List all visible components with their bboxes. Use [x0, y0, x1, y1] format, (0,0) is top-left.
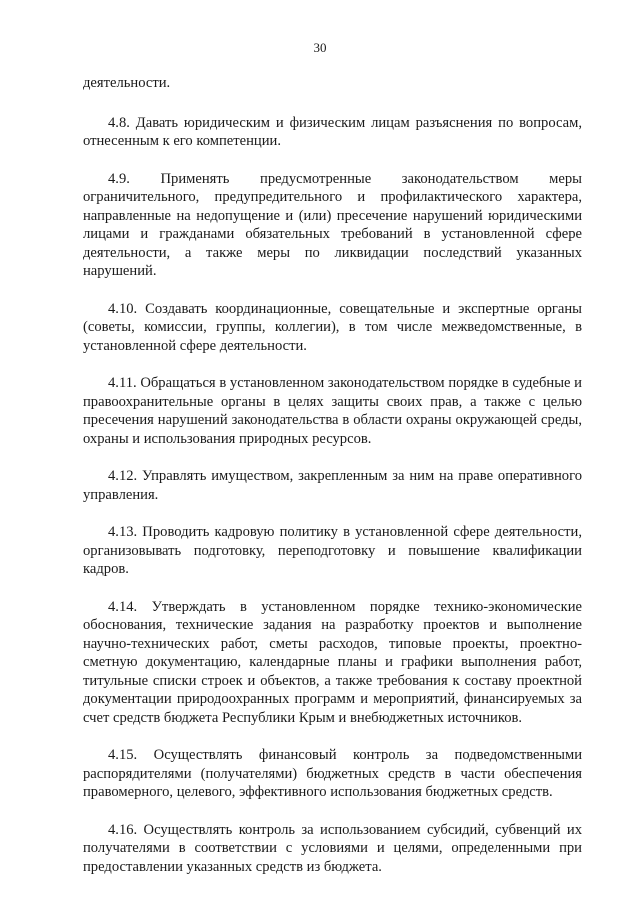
paragraph-4-14: 4.14. Утверждать в установленном порядке технико-экономические обоснования, технические задания на разработку проектов и выполнение научно-технических работ, сметы расходов, типовые проекты, проектно-сметную документацию, календарные планы и графики выполнения работ, титульные списки строек и объектов, а также требования к составу проектной документации природоохранных программ и мероприятий, финансируемых за счет средств бюджета Республики Крым и внебюджетных источников. — [83, 598, 582, 726]
document-body — [83, 74, 582, 895]
page-number: 30 — [313, 40, 327, 55]
paragraph-4-16: 4.16. Осуществлять контроль за использованием субсидий, субвенций их получателями в соответствии с условиями и целями, определенными при предоставлении указанных средств из бюджета. — [83, 821, 582, 875]
continued-text: деятельности. — [83, 75, 171, 91]
paragraph-4-9: 4.9. Применять предусмотренные законодательством меры ограничительного, предупредительного и профилактического характера, направленные на недопущение и (или) пресечение нарушений юридическими лицами и гражданами обязательных требований в установленной сфере деятельности, а также меры по ликвидации последствий указанных нарушений. — [83, 170, 582, 279]
paragraph-4-12: 4.12. Управлять имуществом, закрепленным за ним на праве оперативного управления. — [83, 468, 582, 503]
paragraph-4-13: 4.13. Проводить кадровую политику в установленной сфере деятельности, организовывать подготовку, переподготовку и повышение квалификации кадров. — [83, 524, 582, 577]
paragraph-4-8: 4.8. Давать юридическим и физическим лицам разъяснения по вопросам, отнесенным к его компетенции. — [83, 114, 582, 149]
paragraph-4-11: 4.11. Обращаться в установленном законодательством порядке в судебные и правоохранительные органы в целях защиты своих прав, а также с целью пресечения нарушений законодательства в области охраны окружающей среды, охраны и использования природных ресурсов. — [83, 375, 582, 447]
paragraph-4-15: 4.15. Осуществлять финансовый контроль за подведомственными распорядителями (получателями) бюджетных средств в части обеспечения правомерного, целевого, эффективного использования бюджетных средств. — [83, 747, 582, 800]
paragraph-4-10: 4.10. Создавать координационные, совещательные и экспертные органы (советы, комиссии, группы, коллегии), в том числе межведомственные, в установленной сфере деятельности. — [83, 300, 582, 354]
